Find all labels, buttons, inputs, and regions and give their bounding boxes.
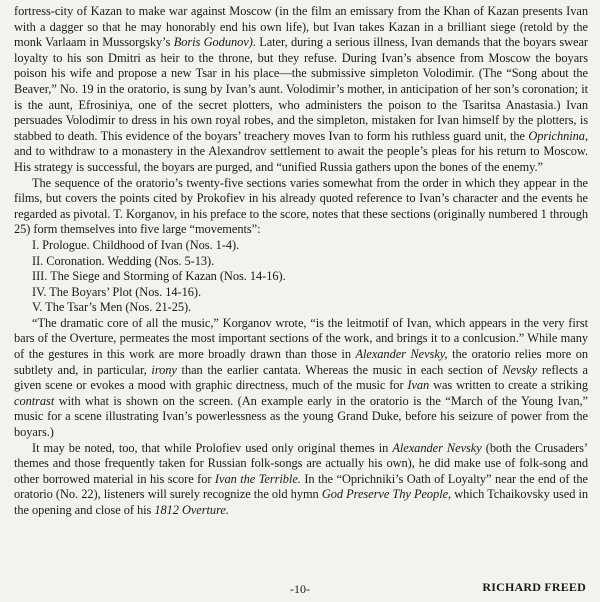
movement-item: III. The Siege and Storming of Kazan (Nos. 14-16). — [32, 269, 286, 284]
movement-item: IV. The Boyars’ Plot (Nos. 14-16). — [32, 284, 202, 299]
italic-text: God Preserve Thy People, — [321, 487, 452, 502]
paragraph-text: reflects a given scene or evokes a mood with graphic directness, much of the music for — [14, 362, 589, 393]
paragraph-text: and to withdraw to a monastery in the Alexandrov settlement to await the people’s pleas for his return to Moscow. His strategy is successful, the boyars are purged, and “unified Russia gathers upon the bones of the enemy.” — [14, 144, 588, 174]
italic-text: Ivan — [407, 378, 430, 393]
italic-text: Nevsky — [502, 362, 538, 377]
paragraph-text: fortress-city of Kazan to make war against Moscow (in the film an emissary from the Khan of Kazan presents Ivan with a dagger so that he may honorably end his own life), but Ivan takes Kazan in a brilliant siege (retold by the monk Varlaam in Mussorgsky’s — [14, 4, 588, 50]
paragraph-text: . Later, during a serious illness, Ivan demands that the boyars swear loyalty to his son Dmitri as heir to the throne, but they refuse. During Ivan’s absence from Moscow the boyars poison his wife and propose a new Tsar in his place—the submissive simpleton Volodimir. (The “Song about the Beaver,” No. 19 in the oratorio, is sung by Ivan’s aunt. Volodimir’s mother, in anticipation of her son’s coronation; it is the aunt, Efrosiniya, one of the secret plotters, who administers the poison to the Tsaritsa Anastasia.) Ivan persuades Volodimir to dress in his own royal robes, and the simpleton, mistaken for Ivan himself by the plotters, is stabbed to death. This evidence of the boyars’ treachery moves Ivan to form his ruthless guard unit, the — [14, 35, 588, 143]
paragraph-text: which Tchaikovsky used in the opening and close of his — [14, 487, 588, 517]
paragraph-text: “The dramatic core of all the music,” Korganov wrote, “is the leitmotif of Ivan, which appears in the very first bars of the Overture, permeates the most important sections of the work, and brings it to a conlcusion.” While many of the gestures in this work are more broadly drawn than those in — [14, 315, 588, 362]
movements-list — [14, 238, 588, 316]
paragraph-themes — [14, 441, 588, 519]
movement-item: II. Coronation. Wedding (Nos. 5-13). — [32, 253, 215, 268]
italic-text: Alexander Nevsky, — [355, 347, 448, 362]
italic-text: irony — [151, 362, 177, 377]
italic-text: 1812 Overture. — [154, 503, 229, 517]
italic-text: contrast — [14, 393, 55, 408]
paragraph-text: It may be noted, too, that while Prolofiev used only original themes in — [32, 440, 393, 455]
movement-item: I. Prologue. Childhood of Ivan (Nos. 1-4). — [32, 237, 240, 252]
movement-item: V. The Tsar’s Men (Nos. 21-25). — [32, 300, 192, 315]
page-number: -10- — [290, 582, 310, 596]
italic-text: Oprichnina, — [528, 128, 588, 143]
paragraph-text: with what is shown on the screen. (An example early in the oratorio is the “March of the Young Ivan,” music for a scene illustrating Ivan’s powerlessness as the young Grand Duke, before his seizure of power from the boyars.) — [14, 393, 588, 440]
italic-text: Alexander Nevsky — [392, 440, 482, 455]
paragraph-text: than the earlier cantata. Whereas the music in each section of — [176, 362, 503, 377]
paragraph-text: (both the Crusaders’ themes and those frequently taken for Russian folk-songs are actually his own), he did make use of folk-song and other borrowed material in his score for — [14, 440, 588, 486]
italic-text: Ivan the Terrible. — [214, 471, 301, 486]
liner-notes-page — [14, 4, 588, 519]
paragraph-text: The sequence of the oratorio’s twenty-five sections varies somewhat from the order in which they appear in the films, but covers the points cited by Prokofiev in his already quoted reference to Ivan’s character and the events he regarded as pivotal. T. Korganov, in his preface to the score, notes that these sections (originally numbered 1 through 25) form themselves into five large “movements”: — [14, 175, 588, 237]
paragraph-sequence — [14, 176, 588, 238]
paragraph-text: the oratorio relies more on subtlety and, in particular, — [14, 347, 588, 377]
paragraph-dramatic-core — [14, 316, 588, 441]
italic-text: Boris Godunov) — [173, 35, 253, 50]
paragraph-synopsis — [14, 4, 588, 176]
paragraph-text: In the “Oprichniki’s Oath of Loyalty” near the end of the oratorio (No. 22), listeners will surely recognize the old hymn — [14, 471, 588, 502]
author-signature: RICHARD FREED — [482, 580, 586, 594]
paragraph-text: was written to create a striking — [429, 378, 588, 393]
